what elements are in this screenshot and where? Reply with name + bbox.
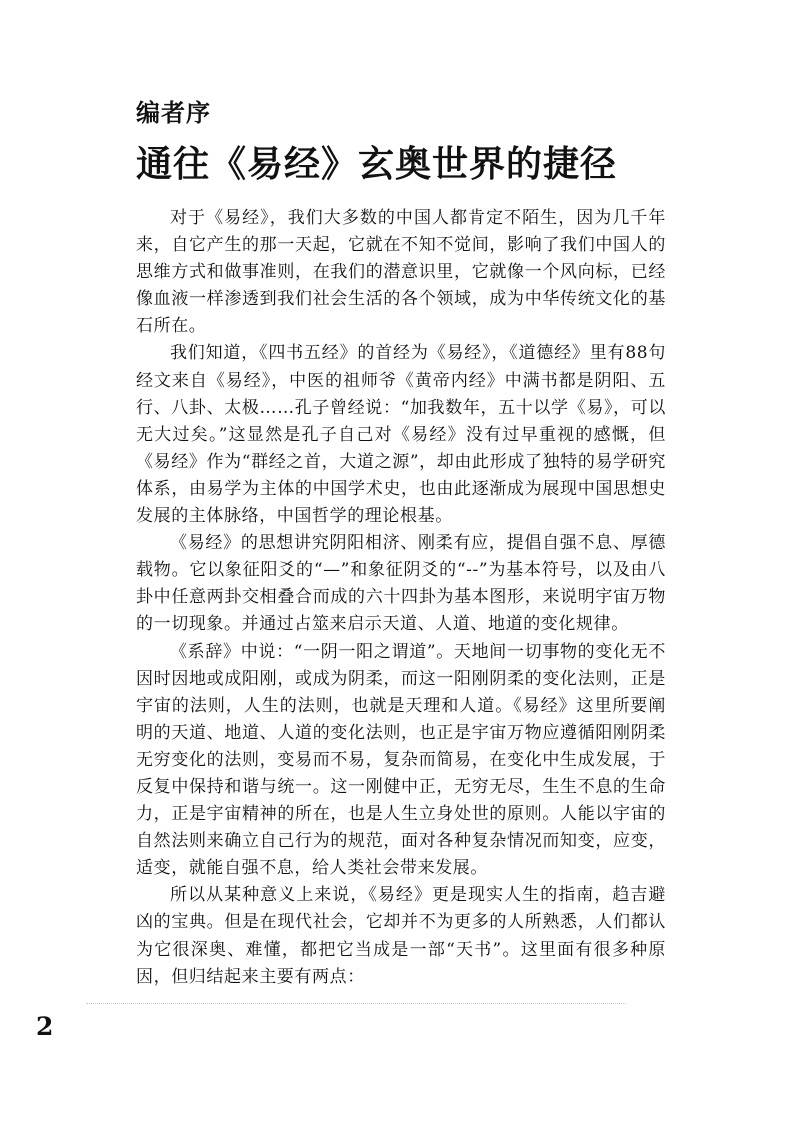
page-title: 通往《易经》玄奥世界的捷径 xyxy=(136,143,618,185)
body-text xyxy=(136,205,666,991)
paragraph-4: 《系辞》中说：“一阴一阳之谓道”。天地间一切事物的变化无不因时因地或成阳刚，或成为阴柔，而这一阳刚阴柔的变化法则，正是宇宙的法则，人生的法则，也就是天理和人道。《易经》这里所要阐明的天道、地道、人道的变化法则，也正是宇宙万物应遵循阳刚阴柔无穷变化的法则，变易而不易，复杂而简易，在变化中生成发展，于反复中保持和谐与统一。这一刚健中正，无穷无尽，生生不息的生命力，正是宇宙精神的所在，也是人生立身处世的原则。人能以宇宙的自然法则来确立自己行为的规范，面对各种复杂情况而知变，应变，适变，就能自强不息，给人类社会带来发展。 xyxy=(136,641,666,879)
footer-divider xyxy=(86,1003,626,1004)
paragraph-1: 对于《易经》，我们大多数的中国人都肯定不陌生，因为几千年来，自它产生的那一天起，它就在不知不觉间，影响了我们中国人的思维方式和做事准则，在我们的潜意识里，它就像一个风向标，已经像血液一样渗透到我们社会生活的各个领域，成为中华传统文化的基石所在。 xyxy=(136,208,666,337)
paragraph-5: 所以从某种意义上来说，《易经》更是现实人生的指南，趋吉避凶的宝典。但是在现代社会，它却并不为更多的人所熟悉，人们都认为它很深奥、难懂，都把它当成是一部“天书”。这里面有很多种原因，但归结起来主要有两点： xyxy=(136,885,666,987)
page-number: 2 xyxy=(36,1012,54,1041)
section-label: 编者序 xyxy=(136,99,211,127)
paragraph-3: 《易经》的思想讲究阴阳相济、刚柔有应，提倡自强不息、厚德载物。它以象征阳爻的“—”和象征阴爻的“--”为基本符号，以及由八卦中任意两卦交相叠合而成的六十四卦为基本图形，来说明宇宙万物的一切现象。并通过占筮来启示天道、人道、地道的变化规律。 xyxy=(136,533,666,635)
paragraph-2: 我们知道，《四书五经》的首经为《易经》，《道德经》里有88句经文来自《易经》，中医的祖师爷《黄帝内经》中满书都是阴阳、五行、八卦、太极……孔子曾经说：“加我数年，五十以学《易》，可以无大过矣。”这显然是孔子自己对《易经》没有过早重视的感慨，但《易经》作为“群经之首，大道之源”，却由此形成了独特的易学研究体系，由易学为主体的中国学术史，也由此逐渐成为展现中国思想史发展的主体脉络，中国哲学的理论根基。 xyxy=(136,343,666,527)
